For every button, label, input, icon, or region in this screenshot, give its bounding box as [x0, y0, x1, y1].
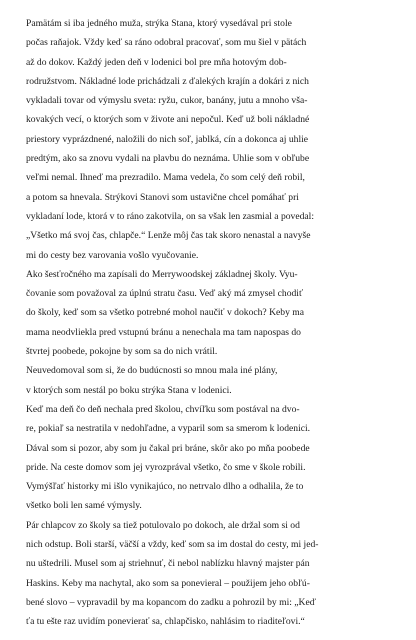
text-line: Vymýšľať historky mi išlo vynikajúco, no netrvalo dlho a odhalila, že to: [26, 481, 304, 493]
text-line: až do dokov. Každý jeden deň v lodenici bol pre mňa hotovým dob-: [26, 56, 287, 68]
text-line: pride. Na ceste domov som jej vyrozprával všetko, čo sme v škole robili.: [26, 461, 306, 473]
text-line: vykladaní lode, ktorá v to ráno zakotvila, on sa však len zasmial a povedal:: [26, 210, 314, 222]
text-line: Pár chlapcov zo školy sa tiež potulovalo po dokoch, ale držal som si od: [26, 519, 300, 531]
text-line: ťa tu ešte raz uvidím ponevierať sa, chlapčisko, nahlásim to riaditeľovi.“: [26, 616, 305, 628]
text-line: nich odstup. Boli starší, väčší a vždy, keď som sa im dostal do cesty, mi jed-: [26, 539, 319, 551]
text-line: predtým, ako sa znovu vydali na plavbu do neznáma. Uhlie som v obľube: [26, 153, 310, 165]
text-line: re, pokiaľ sa nestratila v nedohľadne, a vyparil som sa smerom k lodenici.: [26, 423, 311, 435]
text-line: štvrtej poobede, pokojne by som sa do nich vrátil.: [26, 346, 218, 358]
text-line: Neuvedomoval som si, že do budúcnosti so mnou mala iné plány,: [26, 365, 278, 377]
text-line: priestory vyprázdnené, naložili do nich soľ, jablká, cín a dokonca aj uhlie: [26, 133, 309, 145]
body-text: [26, 14, 398, 632]
text-line: nu uštedrili. Musel som aj striehnuť, či nebol nablízku hlavný majster pán: [26, 558, 310, 570]
text-line: Pamätám si iba jedného muža, strýka Stana, ktorý vysedával pri stole: [26, 18, 292, 29]
text-line: Dával som si pozor, aby som ju čakal pri bráne, skôr ako po mňa poobede: [26, 442, 310, 454]
text-line: vykladali tovar od výmyslu sveta: ryžu, cukor, banány, jutu a mnoho vša-: [26, 95, 308, 107]
text-line: čovanie som považoval za úplnú stratu času. Veď aký má zmysel chodiť: [26, 288, 304, 300]
text-line: „Všetko má svoj čas, chlapče.“ Lenže môj čas tak skoro nenastal a navyše: [26, 230, 311, 242]
text-line: do školy, keď som sa všetko potrebné mohol naučiť v dokoch? Keby ma: [26, 307, 304, 319]
text-line: v ktorých som nestál po boku strýka Stana v lodenici.: [26, 384, 232, 396]
text-line: Haskins. Keby ma nachytal, ako som sa ponevieral – použijem jeho obľú-: [26, 577, 310, 589]
text-line: veľmi nemal. Ihneď ma prezradilo. Mama vedela, čo som celý deň robil,: [26, 172, 305, 184]
text-line: a potom sa hnevala. Strýkovi Stanovi som ustavične chcel pomáhať pri: [26, 191, 299, 203]
text-line: mama neodvliekla pred vstupnú bránu a nenechala ma tam napospas do: [26, 326, 301, 338]
text-line: rodružstvom. Nákladné lode prichádzali z ďalekých krajín a dokári z nich: [26, 75, 309, 87]
text-line: kovakých vecí, o ktorých som v živote ani nepočul. Keď už boli nákladné: [26, 114, 310, 126]
text-line: bené slovo – vypravadil by ma kopancom do zadku a pohrozil by mi: „Keď: [26, 596, 316, 608]
text-line: Keď ma deň čo deň nechala pred školou, chvíľku som postával na dvo-: [26, 403, 300, 415]
text-line: počas raňajok. Vždy keď sa ráno odobral pracovať, som mu šiel v pätách: [26, 37, 307, 49]
text-line: Ako šesťročného ma zapísali do Merrywoodskej základnej školy. Vyu-: [26, 268, 298, 280]
text-line: všetko boli len samé výmysly.: [26, 500, 142, 512]
text-line: mi do cesty bez varovania vošlo vyučovanie.: [26, 249, 199, 261]
